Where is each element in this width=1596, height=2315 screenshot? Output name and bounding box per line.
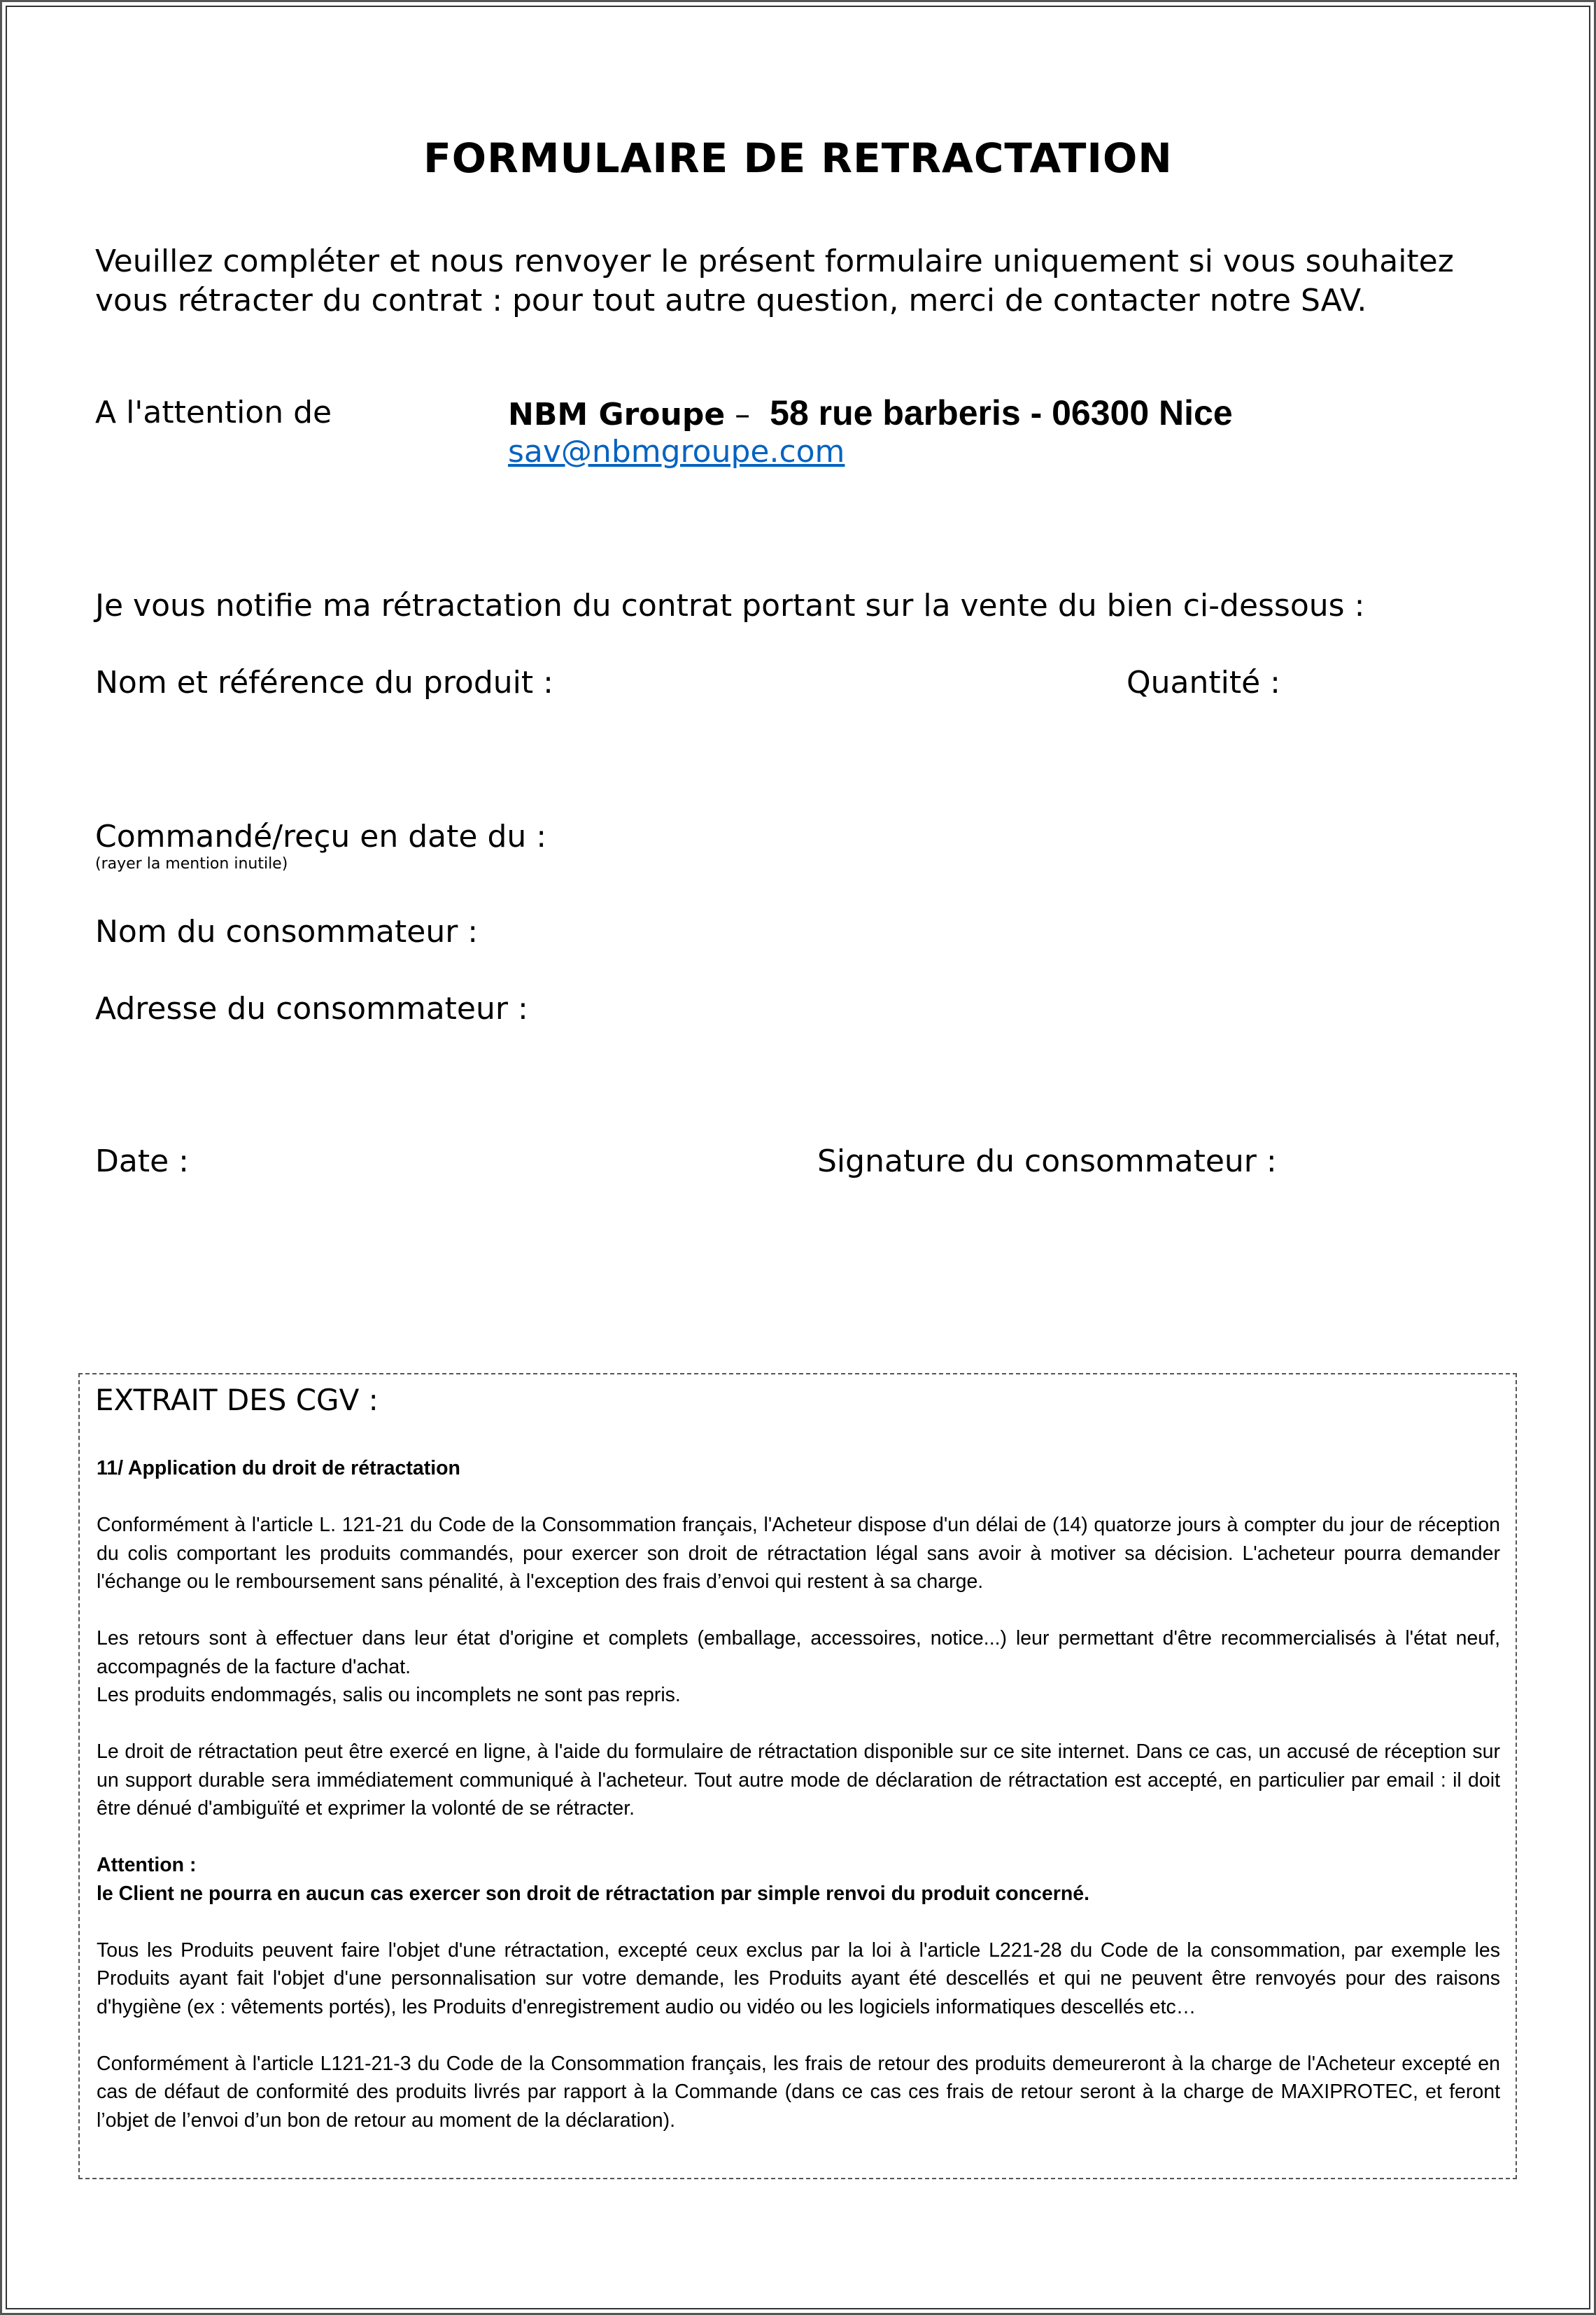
notify-text: Je vous notifie ma rétractation du contrat portant sur la vente du bien ci-dessous : (95, 588, 1365, 624)
date-label: Date : (95, 1144, 189, 1179)
intro-text: Veuillez compléter et nous renvoyer le présent formulaire uniquement si vous souhaitez vous rétracter du contrat : pour tout autre question, merci de contacter notre SAV. (95, 244, 1454, 318)
cgv-extract-box (78, 1373, 1517, 2179)
company-address: 58 rue barberis - 06300 Nice (770, 393, 1233, 432)
attention-label: A l'attention de (95, 395, 332, 430)
consumer-address-label: Adresse du consommateur : (95, 991, 528, 1027)
cgv-attention-label: Attention : (97, 1854, 197, 1876)
cgv-heading: EXTRAIT DES CGV : (95, 1383, 379, 1417)
cgv-body (97, 1454, 1500, 2163)
company-name: NBM Groupe (508, 397, 726, 432)
signature-label: Signature du consommateur : (817, 1144, 1277, 1179)
ordered-date-label: Commandé/reçu en date du : (95, 819, 547, 854)
cgv-paragraph: Les produits endommagés, salis ou incomplets ne sont pas repris. (97, 1684, 681, 1706)
cgv-paragraph: Tous les Produits peuvent faire l'objet d'une rétractation, excepté ceux exclus par la loi à l'article L221-28 du Code de la consommation, par exemple les Produits ayant fait l'objet d'une personnalisation sur votre demande, les Produits ayant été descellés et qui ne peuvent être renvoyés pour des raisons d'hygiène (ex : vêtements portés), les Produits d'enregistrement audio ou vidéo ou les logiciels informatiques descellés etc… (97, 1938, 1500, 2018)
cgv-paragraph: Conformément à l'article L. 121-21 du Code de la Consommation français, l'Acheteur dispose d'un délai de (14) quatorze jours à compter du jour de réception du colis comportant les produits commandés, pour exercer son droit de rétractation légal sans avoir à motiver sa décision. L'acheteur pourra demander l'échange ou le remboursement sans pénalité, à l'exception des frais d’envoi qui restent à sa charge. (97, 1514, 1500, 1593)
product-label: Nom et référence du produit : (95, 665, 553, 701)
consumer-name-label: Nom du consommateur : (95, 914, 479, 950)
cgv-paragraph: Les retours sont à effectuer dans leur état d'origine et complets (emballage, accessoires, notice...) leur permettant d'être recommercialisés à l'état neuf, accompagnés de la facture d'achat. (97, 1627, 1500, 1678)
email-link[interactable]: sav@nbmgroupe.com (508, 434, 845, 470)
cgv-attention-text: le Client ne pourra en aucun cas exercer son droit de rétractation par simple renvoi du produit concerné. (97, 1882, 1090, 1905)
cgv-paragraph: Le droit de rétractation peut être exercé en ligne, à l'aide du formulaire de rétractation disponible sur ce site internet. Dans ce cas, un accusé de réception sur un support durable sera immédiatement communiqué à l'acheteur. Tout autre mode de déclaration de rétractation est accepté, en particulier par email : il doit être dénué d'ambiguïté et exprimer la volonté de se rétracter. (97, 1740, 1500, 1820)
quantity-label: Quantité : (1127, 665, 1280, 701)
form-title: FORMULAIRE DE RETRACTATION (423, 134, 1173, 182)
ordered-note: (rayer la mention inutile) (95, 855, 288, 873)
company-dash: – (735, 397, 751, 432)
recipient-line (508, 393, 1233, 435)
cgv-paragraph: Conformément à l'article L121-21-3 du Code de la Consommation français, les frais de retour des produits demeureront à la charge de l'Acheteur excepté en cas de défaut de conformité des produits livrés par rapport à la Commande (dans ce cas ces frais de retour seront à la charge de MAXIPROTEC, et feront l’objet de l’envoi d’un bon de retour au moment de la déclaration). (97, 2052, 1500, 2132)
cgv-section-title: 11/ Application du droit de rétractation (97, 1457, 460, 1479)
